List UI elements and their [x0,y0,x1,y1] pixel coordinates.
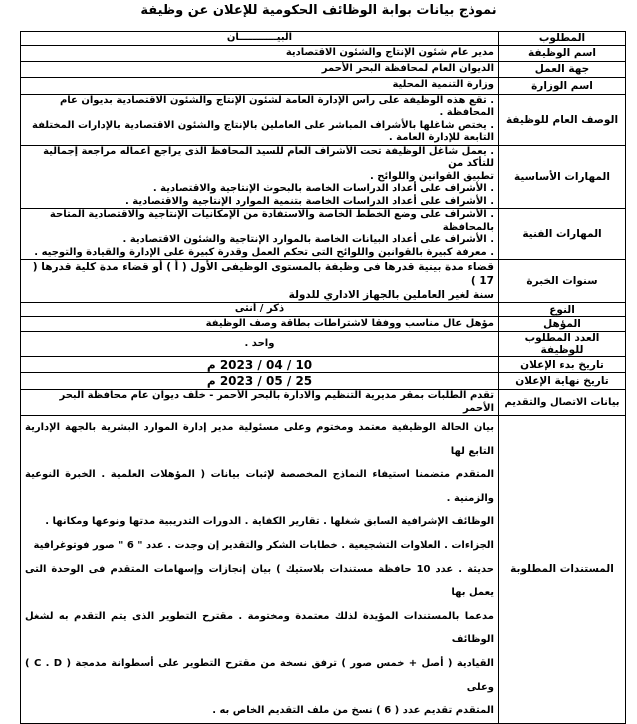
header-data: البيـــــــــــان [21,32,499,46]
table-row [21,416,626,724]
qualification-value: مؤهل عال مناسب ووفقا لاشتراطات بطاقة وصف الوظيفة [21,317,499,332]
count-value: واحد . [21,332,499,357]
table-row [21,317,626,332]
documents-line: مدعما بالمستندات المؤيدة لذلك معتمدة ومختومة . مقترح التطوير الذى يتم التقدم به لشغل الوظائف [25,610,494,646]
end-date-value: 25 / 05 / 2023 م [21,373,499,390]
employer-value: الديوان العام لمحافظة البحر الأحمر [21,61,499,77]
start-date-label: تاريخ بدء الإعلان [499,357,626,373]
basic-skills-value [21,145,499,209]
basic-skills-line: . الأشراف على أعداد الدراسات الخاصة بتنمية الموارد الإنتاجية والاقتصادية . [124,195,494,207]
end-date-label: تاريخ نهاية الإعلان [499,373,626,390]
contact-value: تقدم الطلبات بمقر مديرية التنظيم والادارة بالبحر الأحمر - خلف ديوان عام محافظة البحر الأحمر [21,390,499,416]
experience-line: سنة لغير العاملين بالجهاز الاداري للدولة [288,289,494,301]
documents-line: المتقدم تقديم عدد ( 6 ) نسخ من ملف التقديم الخاص به . [212,705,494,717]
general-description-value [21,94,499,145]
table-header-row [21,32,626,46]
documents-line: القيادية ( أصل + خمس صور ) ترفق نسخة من مقترح التطوير على أسطوانة مدمجة ( C . D ) وعلى [25,657,494,693]
gender-label: النوع [499,303,626,317]
table-row [21,77,626,94]
job-data-table [20,31,626,724]
gender-value: ذكر / أنثى [21,303,499,317]
table-row [21,145,626,209]
experience-value [21,260,499,303]
table-row [21,303,626,317]
technical-skills-line: . الأشراف على أعداد البيانات الخاصة بالموارد الإنتاجية والشئون الاقتصادية . [122,234,494,245]
general-description-label: الوصف العام للوظيفة [499,94,626,145]
job-name-label: اسم الوظيفة [499,45,626,61]
basic-skills-line: . يعمل شاغل الوظيفة تحت الأشراف العام للسيد المحافظ الذى يراجع أعماله مراجعة إجمالية للتأكد من [43,145,494,169]
table-row [21,357,626,373]
table-row [21,332,626,357]
documents-line: بيان الحالة الوظيفية معتمد ومختوم وعلى مسئولية مدير إدارة الموارد البشرية بالجهة الإدارية التابع لها [25,422,494,457]
table-row [21,45,626,61]
basic-skills-line: تطبيق القوانين واللوائح . [370,170,494,182]
experience-label: سنوات الخبرة [499,260,626,303]
documents-value [21,416,499,724]
technical-skills-line: . معرفة كبيرة بالقوانين واللوائح التى تحكم العمل وقدرة كبيرة على الإدارة والقيادة والتوجيه . [34,246,494,258]
table-row [21,209,626,260]
documents-label: المستندات المطلوبة [499,416,626,724]
start-date-value: 10 / 04 / 2023 م [21,357,499,373]
documents-line: الجزاءات . العلاوات التشجيعية . خطابات الشكر والتقدير إن وجدت . عدد " 6 " صور فوتوغرافية [33,539,494,551]
technical-skills-value [21,209,499,260]
basic-skills-label: المهارات الأساسية [499,145,626,209]
technical-skills-line: . الأشراف على وضع الخطط الخاصة والاستفادة من الإمكانيات الإنتاجية والاقتصادية المتاحة بالمحافظة [49,209,494,233]
page-title: نموذج بيانات بوابة الوظائف الحكومية للإعلان عن وظيفة [140,3,497,18]
table-row [21,373,626,390]
documents-line: الوظائف الإشرافية السابق شغلها . تقارير الكفاية . الدورات التدريبية مدتها ونوعها ومكانها . [45,516,494,528]
table-row [21,260,626,303]
contact-label: بيانات الاتصال والتقديم [499,390,626,416]
count-label: العدد المطلوب للوظيفة [499,332,626,357]
general-description-line: . تقع هذه الوظيفة على رأس الإدارة العامة لشئون الإنتاج والشئون الاقتصادية بديوان عام المحافظة . [59,94,494,118]
basic-skills-line: . الأشراف على أعداد الدراسات الخاصة بالبحوث الإنتاجية والاقتصادية . [152,183,494,194]
documents-line: حديثة . عدد 10 حافظة مستندات بلاستيك ) بيان إنجازات وإسهامات المتقدم فى الوحدة التى يعمل بها [25,563,494,599]
general-description-line: . يختص شاغلها بالأشراف المباشر على العاملين بالإنتاج والشئون الاقتصادية بالإدارات المختلفة التابعة للإدارة العامة . [32,119,494,143]
employer-label: جهة العمل [499,61,626,77]
qualification-label: المؤهل [499,317,626,332]
job-name-value: مدير عام شئون الإنتاج والشئون الاقتصادية [21,45,499,61]
table-row [21,390,626,416]
table-row [21,61,626,77]
experience-line: قضاء مدة بينية قدرها فى وظيفة بالمستوى الوظيفى الأول ( أ ) أو قضاء مدة كلية قدرها ( 17 ) [32,261,494,287]
documents-line: المتقدم متضمنا استيفاء النماذج المخصصة لإثبات بيانات ( المؤهلات العلمية . الخبرة النوعية والزمنية . [25,469,494,504]
ministry-value: وزارة التنمية المحلية [21,77,499,94]
table-row [21,94,626,145]
technical-skills-label: المهارات الفنية [499,209,626,260]
header-required: المطلوب [499,32,626,46]
ministry-label: اسم الوزارة [499,77,626,94]
